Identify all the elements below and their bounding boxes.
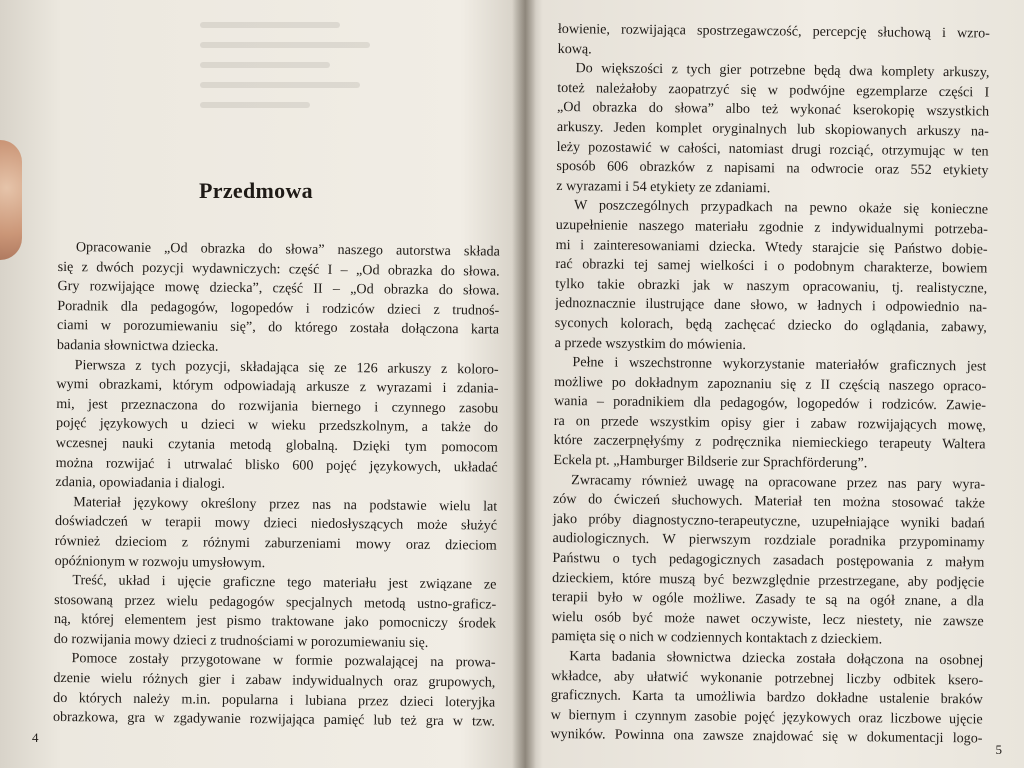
text-line: Materiał językowy określony przez nas na podstawie wielu lat: [73, 493, 498, 515]
text-line: sposób 606 obrazków z napisami na odwrocie oraz 552 etykiety: [556, 158, 989, 179]
text-line: z wyrazami i 54 etykiety ze zdaniami.: [556, 177, 771, 196]
text-line: również dzieciom z różnymi zaburzeniami mowy oraz dzieciom: [54, 532, 497, 554]
text-line: audiologicznych. W pierwszym rozdziale poradnika przypominamy: [552, 530, 985, 551]
text-line: wczesnej nauki czytania metodą globalną. Dzięki tym pomocom: [55, 434, 498, 456]
text-line: Eckela pt. „Hamburger Bildserie zur Sprachförderung”.: [553, 452, 868, 472]
text-line: które zaczerpnęłyśmy z podręcznika niemieckiego terapeuty Waltera: [553, 432, 986, 453]
text-line: jako próby diagnostyczno-terapeutyczne, uzupełniające wyniki badań: [552, 510, 985, 532]
text-line: syconych kolorach, będą zachęcać dziecko do oglądania, zabawy,: [554, 314, 987, 336]
text-line: Pomoce zostały przygotowane w formie pozwalającej na prowa-: [71, 650, 496, 672]
text-line: Gry rozwijające mowę dziecka”, część II – „Od obrazka do słowa.: [57, 278, 500, 299]
page-number-left: 4: [32, 730, 39, 745]
text-line: wyników. Powinna ona zawsze znajdować się w dokumentacji logo-: [550, 726, 983, 747]
text-line: zdania, opowiadania i dialogi.: [55, 474, 225, 492]
text-line: leży pozostawić w całości, natomiast drugi rozciąć, otrzymując w ten: [556, 138, 989, 160]
text-line: toteż należałoby zaopatrzyć się w podwójne egzemplarze części I: [557, 79, 990, 101]
text-line: graficznych. Karta ta umożliwia bardzo dokładne ustalenie braków: [550, 687, 983, 708]
text-line: się z dwóch pozycji wydawniczych: część I – „Od obrazka do słowa.: [57, 258, 500, 280]
text-line: ciami w porozumiewaniu się”, do którego została dołączona karta: [57, 317, 500, 338]
text-line: dzieckiem, które muszą być bezwzględnie przestrzegane, aby podjęcie: [552, 569, 985, 591]
text-line: Treść, układ i ujęcie graficzne tego materiału jest związane ze: [72, 572, 497, 593]
text-line: arkuszy. Jeden komplet oryginalnych lub skopiowanych arkuszy na-: [556, 118, 989, 140]
page-title: Przedmowa: [199, 178, 313, 203]
text-line: uzupełnienie naszego materiału zgodnie z indywidualnymi potrzeba-: [555, 216, 988, 238]
text-line: wymi obrazkami, którym odpowiadają arkusze z wyrazami i zdania-: [56, 376, 499, 397]
text-line: mi, jest przeznaczona do rozwijania biernego i czynnego zasobu: [56, 395, 499, 417]
text-line: obrazkowa, gra w zgadywanie rozwijająca pamięć lub też gra w tzw.: [52, 709, 496, 730]
text-line: jednoznacznie ilustrujące dane słowo, w ładnych i odpowiednio na-: [554, 295, 988, 316]
text-line: kową.: [557, 40, 592, 57]
left-text-block: [53, 238, 500, 732]
text-line: ną, której elementem jest pismo traktowane jako pomocniczy środek: [53, 611, 497, 632]
text-line: a przede wszystkim do mówienia.: [554, 334, 747, 353]
text-line: zów do ćwiczeń słuchowych. Materiał ten można stosować także: [552, 491, 986, 512]
text-line: Zwracamy również uwagę na opracowane przez nas pary wyra-: [571, 471, 986, 493]
text-line: Opracowanie „Od obrazka do słowa” naszego autorstwa składa: [75, 239, 500, 260]
text-line: wielu osób być może nawet oczywiste, lecz niestety, nie zawsze: [551, 608, 984, 630]
text-line: opóźnionym w rozwoju umysłowym.: [54, 552, 266, 571]
text-line: ra on przede wszystkim opisy gier i zabaw rozwijających mowę,: [553, 412, 986, 434]
text-line: doświadczeń w terapii mowy dzieci niedosłyszących może służyć: [54, 513, 498, 534]
text-line: tylko takie obrazki jak w naszym opracowaniu, tj. realistyczne,: [555, 275, 988, 297]
book-gutter: [512, 0, 536, 768]
text-line: Poradnik dla pedagogów, logopedów i rodziców dzieci z trudnoś-: [57, 297, 500, 319]
text-line: wania – poradnikiem dla pedagogów, logopedów i rodziców. Zawie-: [553, 393, 987, 414]
text-line: możliwe po dokładnym zapoznaniu się z II częścią naszego opraco-: [554, 373, 987, 395]
right-page: [536, 0, 1024, 768]
text-line: Pierwsza z tych pozycji, składająca się ze 126 arkuszy z koloro-: [74, 356, 499, 378]
text-line: w biernym i czynnym zasobie pojęć językowych oraz liczbowe ujęcie: [550, 706, 983, 728]
text-line: do rozwijania mowy dzieci z trudnościami w porozumiewaniu się.: [53, 630, 429, 651]
text-line: do których należy m.in. popularna i lubiana przez dzieci loteryjka: [53, 689, 496, 711]
text-line: pojęć językowych u dzieci w wieku przedszkolnym, a także do: [55, 415, 499, 436]
text-line: mi i zainteresowaniami dziecka. Wtedy starajcie się Państwo dobie-: [555, 236, 988, 258]
text-line: stosowaną przez wielu pedagogów specjalnych metodą ustno-graficz-: [54, 591, 497, 613]
page-number-right: 5: [995, 742, 1002, 757]
text-line: terapii było w ogóle możliwe. Zasady te są na ogół znane, a dla: [551, 589, 985, 610]
right-text-block: [550, 20, 990, 749]
text-line: „Od obrazka do słowa” albo też wykonać kserokopię wszystkich: [557, 99, 990, 120]
text-line: wkładce, aby ułatwić wykonanie potrzebnej liczby odbitek ksero-: [551, 667, 984, 689]
text-line: Do większości z tych gier potrzebne będą dwa komplety arkuszy,: [575, 60, 990, 81]
text-line: rać obrazki tej samej wielkości i o podobnym charakterze, bowiem: [555, 256, 988, 277]
text-line: Pełne i wszechstronne wykorzystanie materiałów graficznych jest: [572, 354, 987, 375]
text-line: dzenie wielu różnych gier i zabaw indywidualnych oraz grupowych,: [53, 670, 496, 691]
text-line: badania słownictwa dziecka.: [56, 336, 219, 355]
text-line: W poszczególnych przypadkach na pewno okaże się konieczne: [573, 197, 989, 218]
text-line: Karta badania słownictwa dziecka została dołączona na osobnej: [569, 648, 984, 669]
show-through-text: [200, 8, 380, 122]
text-line: pamięta się o nich w codziennych kontaktach z dzieckiem.: [551, 628, 883, 648]
text-line: łowienie, rozwijająca spostrzegawczość, percepcję słuchową i wzro-: [557, 20, 990, 42]
text-line: można rozwijać i utrwalać blisko 600 pojęć językowych, układać: [55, 454, 498, 476]
text-line: Państwu o tych pedagogicznych zasadach postępowania z małym: [552, 550, 985, 571]
